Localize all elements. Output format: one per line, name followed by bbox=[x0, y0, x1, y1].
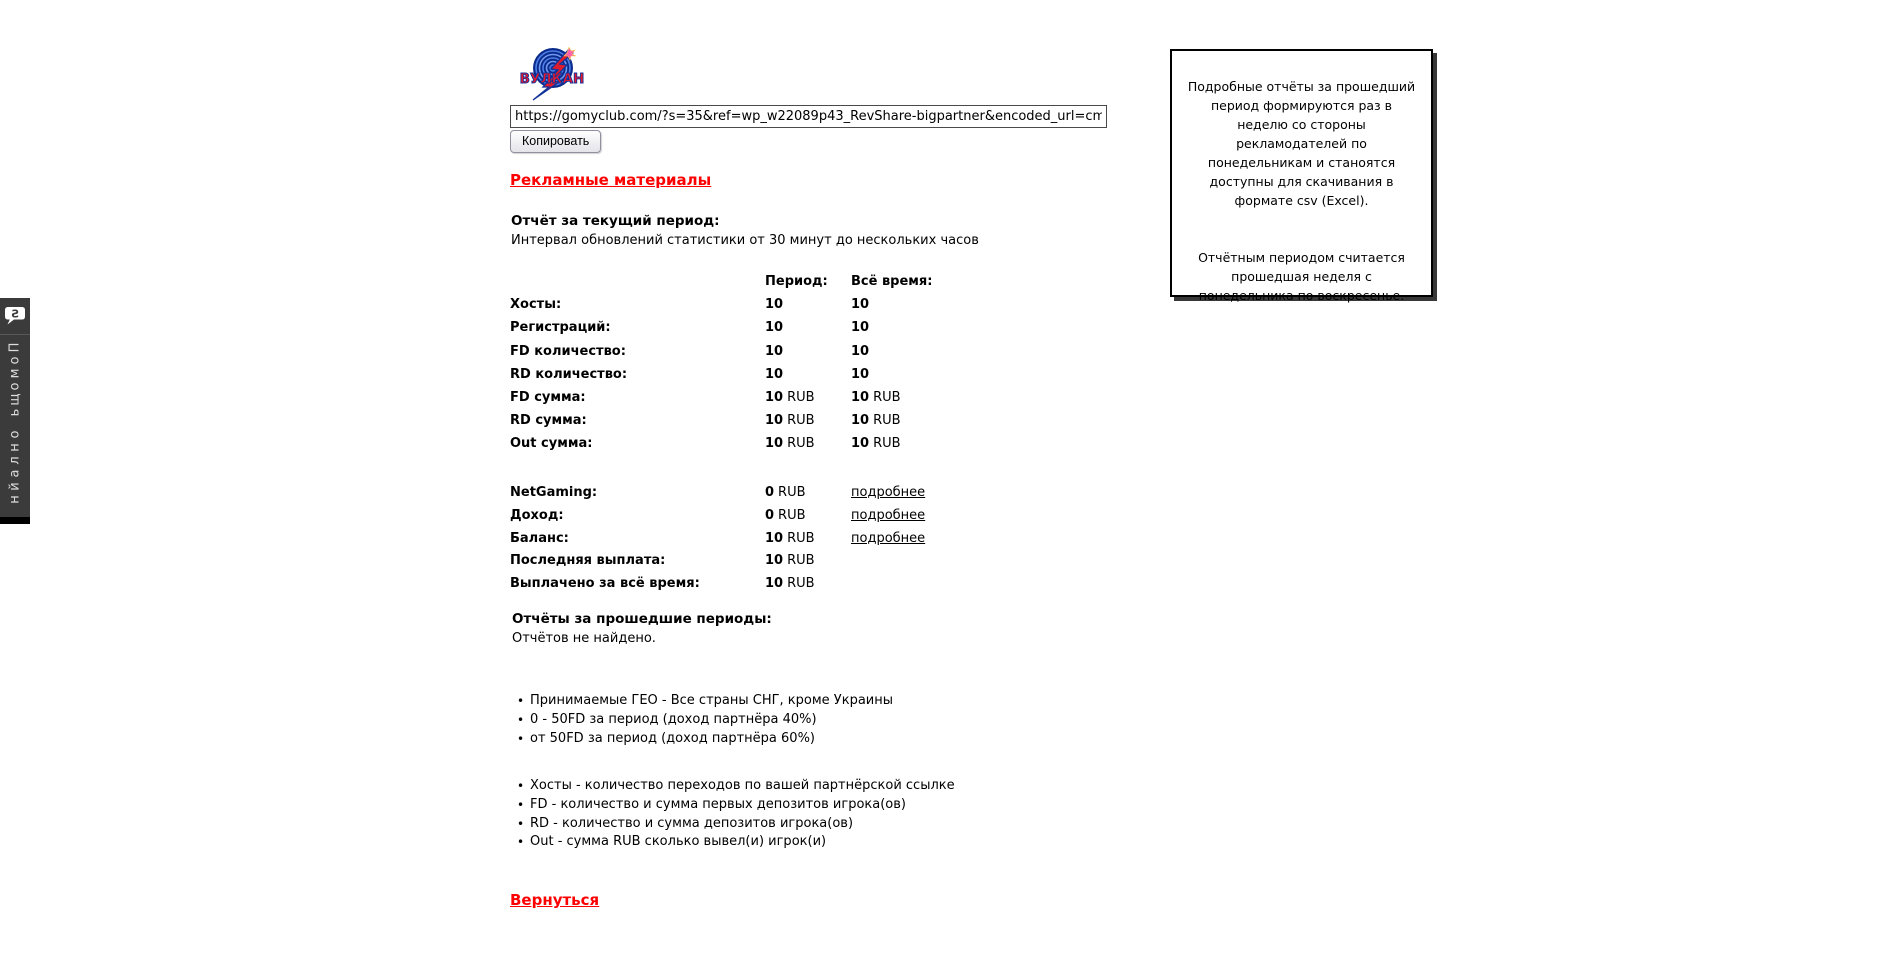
details-link[interactable]: подробнее bbox=[851, 507, 926, 523]
total-label: Выплачено за всё время: bbox=[510, 576, 700, 592]
stat-label: FD количество: bbox=[510, 343, 626, 359]
list-item: • 0 - 50FD за период (доход партнёра 40%) bbox=[510, 711, 893, 730]
past-reports-empty-text: Отчётов не найдено. bbox=[512, 631, 656, 646]
stat-alltime-value: 10 bbox=[851, 297, 870, 313]
stat-alltime-value: 10 bbox=[851, 343, 870, 359]
total-value: 0 RUB bbox=[765, 485, 806, 500]
stat-alltime-value: 10 bbox=[851, 320, 870, 336]
stat-label: FD сумма: bbox=[510, 389, 586, 405]
stat-label: RD количество: bbox=[510, 366, 628, 382]
stat-alltime-value: 10 RUB bbox=[851, 413, 901, 429]
stat-period-value: 10 RUB bbox=[765, 436, 815, 452]
info-paragraph: Отчётным периодом считается прошедшая неделя с понедельника по воскресенье. bbox=[1198, 250, 1405, 303]
total-label: Доход: bbox=[510, 507, 564, 523]
list-item: • от 50FD за период (доход партнёра 60%) bbox=[510, 730, 893, 749]
total-value: 10 RUB bbox=[765, 553, 815, 569]
stat-period-value: 10 RUB bbox=[765, 389, 815, 405]
stat-alltime-value: 10 RUB bbox=[851, 436, 901, 452]
column-header-period: Период: bbox=[765, 274, 828, 289]
chat-bubble-icon bbox=[0, 298, 30, 335]
column-header-all-time: Всё время: bbox=[851, 274, 933, 289]
list-item: • Out - сумма RUB сколько вывел(и) игрок(и) bbox=[510, 833, 955, 852]
total-value: 10 RUB bbox=[765, 576, 815, 592]
reports-info-panel bbox=[1170, 49, 1433, 303]
total-label: Последняя выплата: bbox=[510, 553, 666, 569]
help-widget-footer-bar bbox=[0, 517, 30, 524]
referral-url-input[interactable] bbox=[510, 105, 1107, 128]
svg-text:S: S bbox=[11, 307, 19, 321]
stat-alltime-value: 10 bbox=[851, 366, 870, 382]
online-help-widget[interactable] bbox=[0, 298, 30, 524]
stat-alltime-value: 10 RUB bbox=[851, 389, 901, 405]
current-period-stats-table bbox=[510, 274, 981, 460]
stat-period-value: 10 bbox=[765, 297, 784, 313]
help-widget-label: П о м о щ ь о н л а й н bbox=[7, 342, 23, 504]
stat-period-value: 10 RUB bbox=[765, 413, 815, 429]
vulkan-logo bbox=[519, 47, 585, 101]
stat-label: Out сумма: bbox=[510, 436, 593, 452]
total-value: 0 RUB bbox=[765, 507, 806, 523]
list-item: • RD - количество и сумма депозитов игрока(ов) bbox=[510, 815, 955, 834]
back-link[interactable]: Вернуться bbox=[510, 891, 600, 909]
past-reports-title: Отчёты за прошедшие периоды: bbox=[512, 611, 772, 627]
details-link[interactable]: подробнее bbox=[851, 530, 926, 546]
stats-header-spacer bbox=[510, 274, 765, 297]
logo-text: ВУЛКАН bbox=[519, 71, 585, 87]
copy-button[interactable]: Копировать bbox=[510, 130, 601, 153]
stat-label: Регистраций: bbox=[510, 320, 611, 336]
current-report-title: Отчёт за текущий период: bbox=[511, 213, 720, 229]
list-item: • FD - количество и сумма первых депозитов игрока(ов) bbox=[510, 796, 955, 815]
terms-list bbox=[510, 692, 893, 748]
update-interval-note: Интервал обновлений статистики от 30 минут до нескольких часов bbox=[511, 233, 979, 248]
glossary-list bbox=[510, 777, 955, 852]
totals-table bbox=[510, 485, 981, 599]
total-value: 10 RUB bbox=[765, 530, 815, 546]
info-paragraph: Подробные отчёты за прошедший период формируются раз в неделю со стороны рекламодателей по понедельникам и станоятся доступны для скачивания в формате csv (Excel). bbox=[1187, 79, 1416, 208]
stat-label: Хосты: bbox=[510, 297, 562, 313]
stat-label: RD сумма: bbox=[510, 413, 587, 429]
list-item: • Хосты - количество переходов по вашей партнёрской ссылке bbox=[510, 777, 955, 796]
total-label: NetGaming: bbox=[510, 485, 598, 500]
list-item: • Принимаемые ГЕО - Все страны СНГ, кроме Украины bbox=[510, 692, 893, 711]
total-label: Баланс: bbox=[510, 530, 569, 546]
stat-period-value: 10 bbox=[765, 320, 784, 336]
stat-period-value: 10 bbox=[765, 366, 784, 382]
stat-period-value: 10 bbox=[765, 343, 784, 359]
details-link[interactable]: подробнее bbox=[851, 485, 926, 500]
advertising-materials-link[interactable]: Рекламные материалы bbox=[510, 171, 712, 189]
